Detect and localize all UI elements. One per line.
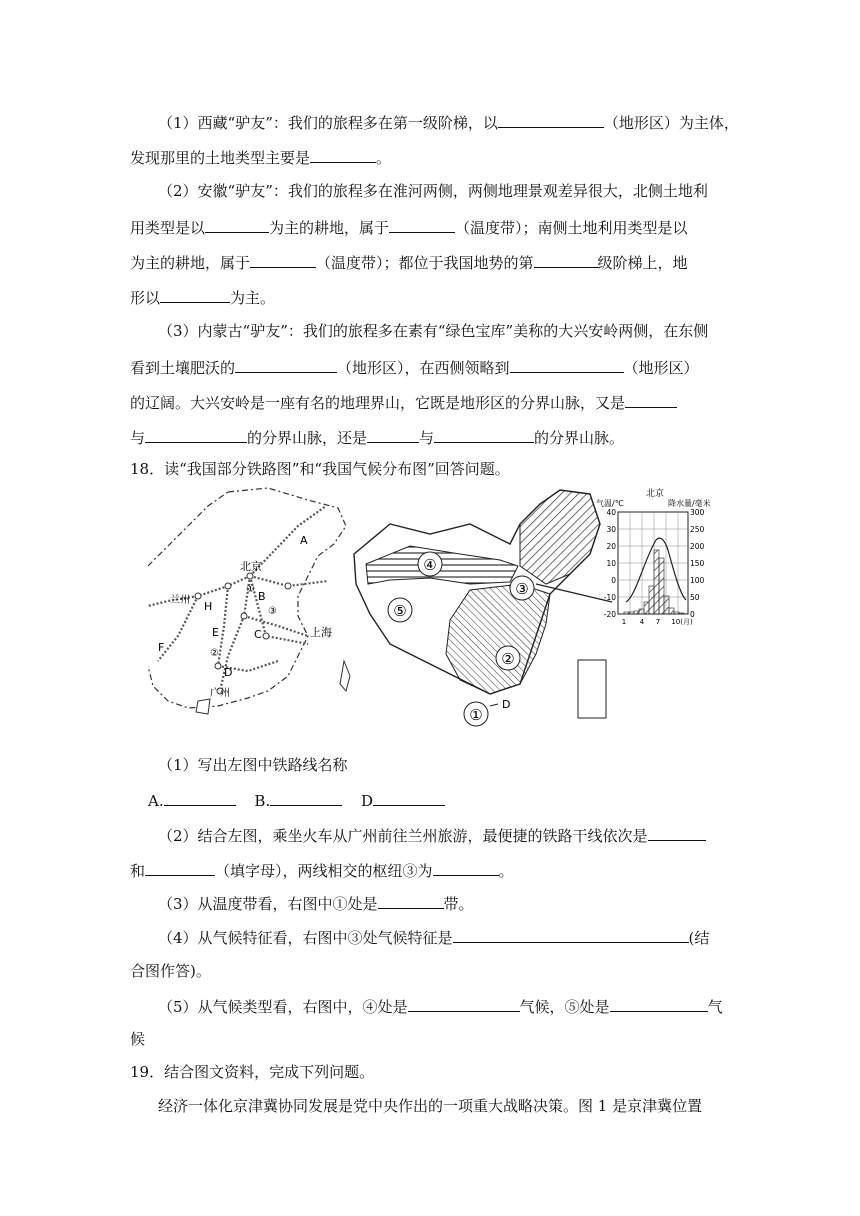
answer-blank[interactable] (164, 789, 236, 806)
question-stem: 读“我国部分铁路图”和“我国气候分布图”回答问题。 (164, 460, 510, 478)
label-region-1: ① (469, 706, 483, 724)
answer-blank[interactable] (145, 859, 215, 876)
answer-blank[interactable] (235, 356, 337, 373)
answer-blank[interactable] (378, 892, 444, 909)
q17-p3-text-a: （3）内蒙古“驴友”：我们的旅程多在素有“绿色宝库”美称的大兴安岭两侧，在东侧 (158, 322, 709, 340)
q17-p2-text-g: 级阶梯上，地 (597, 254, 688, 272)
q17-p3-text-h: 与 (419, 429, 435, 447)
q17-p1-text-c: 发现那里的土地类型主要是 (130, 149, 311, 167)
q18-sub4-text-a: （4）从气候特征看，右图中③处气候特征是 (158, 929, 453, 947)
q19-text (130, 1096, 730, 1116)
label-d: D (502, 698, 511, 711)
q17-p3-text-g: 的分界山脉，还是 (247, 429, 368, 447)
taiwan-island (340, 661, 350, 691)
q18-sub5-text-d: 候 (130, 1030, 146, 1048)
q18-sub2-text-b: 和 (130, 862, 146, 880)
q18-sub1 (130, 755, 730, 775)
south-sea-inset (578, 660, 606, 718)
beijing-climate-chart (596, 487, 711, 626)
hainan-island (196, 699, 210, 714)
answer-blank[interactable] (534, 251, 598, 268)
railway-map (148, 486, 352, 722)
svg-text:1: 1 (621, 618, 627, 626)
q17-p1-text-a: （1）西藏“驴友”：我们的旅程多在第一级阶梯，以 (158, 114, 498, 132)
label-region-2: ② (501, 650, 515, 668)
label-hub-1: ① (246, 584, 255, 595)
q17-p3-text-c: （地形区），在西侧领略到 (337, 359, 510, 377)
question-number: 19． (130, 1063, 165, 1081)
answer-blank[interactable] (434, 426, 534, 443)
northeast-region (520, 490, 600, 584)
rail-b-label: B. (254, 792, 271, 810)
rail-d-label: D (360, 792, 373, 810)
chart-place: 北京 (646, 489, 665, 499)
answer-blank[interactable] (498, 111, 604, 128)
label-region-5: ⑤ (393, 602, 407, 620)
svg-text:250: 250 (690, 525, 705, 534)
svg-text:30: 30 (606, 525, 616, 534)
answer-blank[interactable] (160, 286, 230, 303)
svg-text:4: 4 (639, 618, 645, 626)
q17-p2-text-f: （温度带）；都位于我国地势的第 (316, 254, 534, 272)
q17-p2-text-i: 为主。 (230, 289, 276, 307)
q18-sub1-text: （1）写出左图中铁路线名称 (158, 756, 348, 774)
q17-part1-line1 (130, 111, 739, 133)
q18-sub2-text-d: 。 (498, 862, 514, 880)
q18-sub1-answers (130, 789, 730, 811)
q17-p3-text-f: 与 (130, 429, 146, 447)
chart-temp-label: 气温/℃ (596, 499, 624, 508)
q17-part2-line3 (130, 251, 730, 273)
label-rail-f: F (158, 641, 165, 654)
answer-blank[interactable] (625, 391, 677, 408)
q17-part3-line2 (130, 356, 730, 378)
q18-sub4-line2 (130, 961, 730, 981)
label-guangzhou: 广州 (210, 688, 230, 699)
question-number: 18． (130, 460, 165, 478)
railway-h (148, 576, 250, 606)
label-rail-d: D (224, 666, 233, 679)
svg-text:150: 150 (690, 559, 705, 568)
q19-paragraph: 经济一体化京津冀协同发展是党中央作出的一项重大战略决策。图 1 是京津冀位置 (158, 1097, 703, 1115)
rail-a-label: A. (148, 792, 164, 810)
label-shanghai: 上海 (310, 626, 332, 639)
answer-blank[interactable] (408, 995, 520, 1012)
label-rail-e: E (212, 626, 219, 639)
q18-sub2-line1 (130, 824, 730, 846)
answer-blank[interactable] (145, 426, 247, 443)
answer-blank[interactable] (373, 789, 445, 806)
answer-blank[interactable] (367, 426, 419, 443)
q17-part2-line2 (130, 216, 730, 238)
q17-p2-text-h: 形以 (130, 289, 161, 307)
q18-sub4-line1 (130, 926, 730, 948)
q17-p2-text-c: 为主的耕地，属于 (269, 219, 390, 237)
svg-text:10(月): 10(月) (671, 618, 693, 626)
railway-e (218, 586, 228, 666)
q17-part3-line1 (130, 321, 730, 341)
q18-sub5-text-c: 气 (707, 998, 723, 1016)
answer-blank[interactable] (389, 216, 455, 233)
label-region-4: ④ (423, 556, 437, 574)
svg-text:0: 0 (611, 576, 616, 585)
answer-blank[interactable] (433, 859, 499, 876)
q18-sub2-line2 (130, 859, 730, 881)
question-stem: 结合图文资料，完成下列问题。 (164, 1063, 375, 1081)
svg-text:0: 0 (690, 610, 695, 619)
svg-text:300: 300 (690, 508, 705, 517)
answer-blank[interactable] (453, 926, 689, 943)
svg-text:-20: -20 (603, 610, 616, 619)
q17-p3-text-d: （地形区） (623, 359, 699, 377)
svg-text:100: 100 (690, 576, 705, 585)
q18-sub4-text-b: (结 (688, 929, 710, 947)
q18-stem (130, 459, 730, 479)
q18-sub5-text-b: 气候，⑤处是 (519, 998, 610, 1016)
answer-blank[interactable] (310, 146, 376, 163)
q18-sub4-text-c: 合图作答)。 (130, 962, 211, 980)
q17-p3-text-i: 的分界山脉。 (534, 429, 625, 447)
q17-p2-text-d: （温度带）；南侧土地利用类型是以 (455, 219, 688, 237)
q17-part1-line2 (130, 146, 730, 168)
q17-p1-text-d: 。 (376, 149, 392, 167)
label-rail-c: C (254, 628, 262, 641)
q17-part2-line4 (130, 286, 730, 308)
answer-blank[interactable] (205, 216, 269, 233)
label-hub-2: ② (210, 648, 219, 659)
label-rail-a: A (300, 534, 308, 547)
q17-part3-line3 (130, 391, 730, 413)
precip-bars (624, 550, 684, 614)
q17-p2-text-b: 用类型是以 (130, 219, 206, 237)
svg-text:-10: -10 (603, 593, 616, 602)
q18-sub3 (130, 892, 730, 914)
q17-part2-line1 (130, 181, 730, 201)
svg-text:20: 20 (606, 542, 616, 551)
label-hub-3: ③ (268, 606, 277, 617)
q17-p3-text-e: 的辽阔。大兴安岭是一座有名的地理界山，它既是地形区的分界山脉，又是 (130, 394, 626, 412)
q18-sub3-text-a: （3）从温度带看，右图中①处是 (158, 895, 378, 913)
svg-text:40: 40 (606, 508, 616, 517)
svg-text:10: 10 (606, 559, 616, 568)
answer-blank[interactable] (610, 995, 708, 1012)
q17-part3-line4 (130, 426, 730, 448)
answer-blank[interactable] (250, 251, 316, 268)
q18-sub2-text-a: （2）结合左图，乘坐火车从广州前往兰州旅游，最便捷的铁路干线依次是 (158, 827, 648, 845)
label-beijing: 北京 (240, 560, 262, 573)
climate-map (350, 484, 732, 730)
q18-sub5-line1 (130, 995, 730, 1017)
q17-p3-text-b: 看到土壤肥沃的 (130, 359, 236, 377)
q17-p1-text-b: （地形区）为主体， (603, 114, 739, 132)
chart-precip-label: 降水量/毫米 (668, 499, 711, 508)
svg-text:7: 7 (655, 618, 661, 626)
label-rail-h: H (204, 600, 213, 613)
label-lanzhou: 兰州 (170, 595, 190, 606)
svg-text:200: 200 (690, 542, 705, 551)
answer-blank[interactable] (510, 356, 624, 373)
label-region-3: ③ (515, 580, 529, 598)
q18-sub3-text-b: 带。 (443, 895, 474, 913)
q18-sub2-text-c: （填字母），两线相交的枢纽③为 (215, 862, 433, 880)
q19-stem (130, 1062, 730, 1082)
q18-sub5-line2 (130, 1029, 730, 1049)
q17-p2-text-e: 为主的耕地，属于 (130, 254, 251, 272)
answer-blank[interactable] (648, 824, 706, 841)
q17-p2-text-a: （2）安徽“驴友”：我们的旅程多在淮河两侧，两侧地理景观差异很大，北侧土地利 (158, 182, 708, 200)
q18-sub5-text-a: （5）从气候类型看，右图中，④处是 (158, 998, 408, 1016)
answer-blank[interactable] (270, 789, 342, 806)
label-rail-b: B (258, 590, 266, 603)
svg-text:50: 50 (690, 593, 700, 602)
